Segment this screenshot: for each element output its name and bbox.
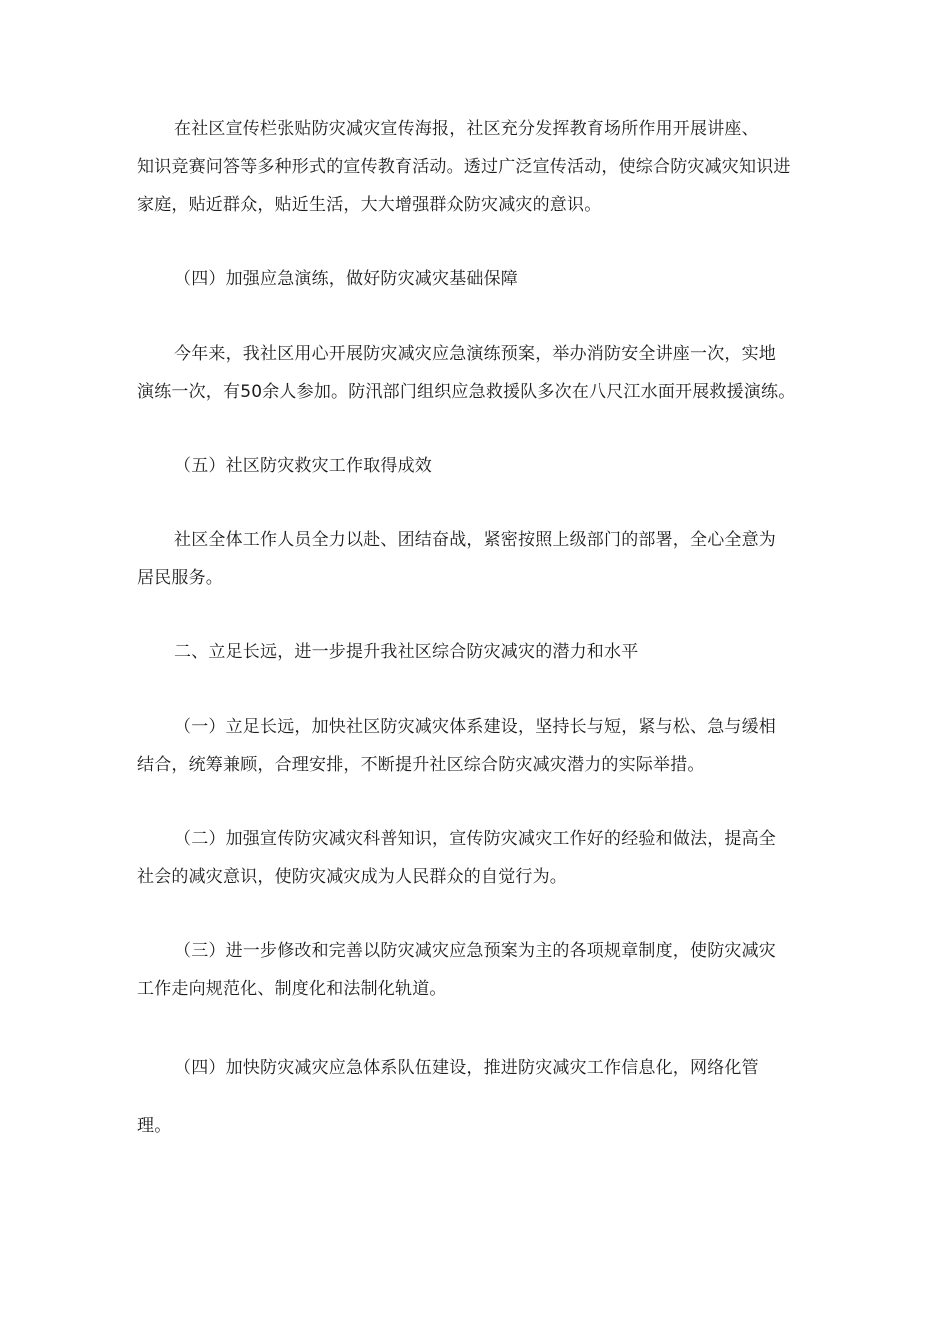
paragraph-line: 知识竞赛问答等多种形式的宣传教育活动。透过广泛宣传活动，使综合防灾减灾知识进 — [137, 157, 791, 177]
paragraph-line: 家庭，贴近群众，贴近生活，大大增强群众防灾减灾的意识。 — [137, 195, 602, 215]
list-item-line: （四）加快防灾减灾应急体系队伍建设，推进防灾减灾工作信息化，网络化管 — [174, 1058, 759, 1078]
paragraph-line: 演练一次，有50余人参加。防汛部门组织应急救援队多次在八尺江水面开展救援演练。 — [137, 382, 796, 402]
paragraph-line: 居民服务。 — [137, 568, 223, 588]
list-item-line: 理。 — [137, 1116, 172, 1136]
list-item-line: （二）加强宣传防灾减灾科普知识，宣传防灾减灾工作好的经验和做法，提高全 — [174, 829, 776, 849]
list-item-line: 工作走向规范化、制度化和法制化轨道。 — [137, 979, 447, 999]
list-item-line: （三）进一步修改和完善以防灾减灾应急预案为主的各项规章制度，使防灾减灾 — [174, 941, 776, 961]
list-item-line: 结合，统筹兼顾，合理安排，不断提升社区综合防灾减灾潜力的实际举措。 — [137, 755, 705, 775]
list-item-line: （一）立足长远，加快社区防灾减灾体系建设，坚持长与短，紧与松、急与缓相 — [174, 717, 776, 737]
list-item-line: 社会的减灾意识，使防灾减灾成为人民群众的自觉行为。 — [137, 867, 567, 887]
paragraph-line: 今年来，我社区用心开展防灾减灾应急演练预案，举办消防安全讲座一次，实地 — [174, 344, 776, 364]
paragraph-line: 社区全体工作人员全力以赴、团结奋战，紧密按照上级部门的部署，全心全意为 — [174, 530, 776, 550]
paragraph-line: 在社区宣传栏张贴防灾减灾宣传海报，社区充分发挥教育场所作用开展讲座、 — [174, 119, 759, 139]
section-heading: （五）社区防灾救灾工作取得成效 — [174, 456, 432, 476]
section-heading: 二、立足长远，进一步提升我社区综合防灾减灾的潜力和水平 — [174, 642, 639, 662]
section-heading: （四）加强应急演练，做好防灾减灾基础保障 — [174, 269, 518, 289]
